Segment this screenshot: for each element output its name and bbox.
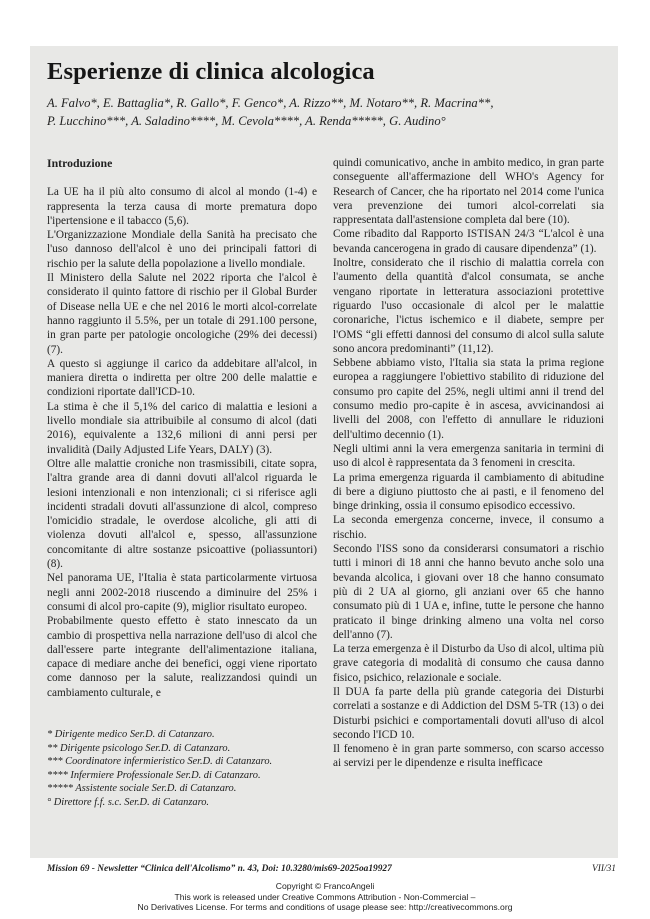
page-number: VII/31: [592, 864, 616, 874]
paragraph: quindi comunicativo, anche in ambito medico, in gran parte conseguente all'affermazione dell WHO's Agency for Research of Cancer, che ha riportato nel 2014 come l'unica vera prevenzione dei tumori alcol-correlati sia rappresentata dall'astensione completa dal bere (10).: [333, 157, 604, 227]
paragraph: Il Ministero della Salute nel 2022 riporta che l'alcol è considerato il quinto fattore di rischio per il Global Burder of Disease nella UE e che nel 2016 le morti alcol-correlate hanno raggiunto il 5.5%, per un totale di 291.100 persone, in gran parte per patologie oncologiche (29% dei decessi) (7).: [47, 272, 317, 356]
paragraph: La stima è che il 5,1% del carico di malattia e lesioni a livello mondiale sia attribuibile al consumo di alcol (dati 2016), equivalente a 132,6 milioni di anni persi per invalidità (Daily Adjusted Life Years, DALY) (3).: [47, 400, 317, 456]
footnote: ** Dirigente psicologo Ser.D. di Catanzaro.: [47, 742, 231, 754]
paragraph: La seconda emergenza concerne, invece, il consumo a rischio.: [333, 514, 604, 541]
journal-citation: Mission 69 - Newsletter “Clinica dell'Alcolismo” n. 43, Doi: 10.3280/mis69-2025oa19927: [47, 864, 392, 874]
footnote: * Dirigente medico Ser.D. di Catanzaro.: [47, 729, 215, 740]
license-line: No Derivatives License. For terms and conditions of usage please see: http://creativecommons.org: [137, 902, 513, 912]
footnote: *** Coordinatore infermieristico Ser.D. di Catanzaro.: [47, 756, 273, 768]
author-line: P. Lucchino***, A. Saladino****, M. Cevola****, A. Renda*****, G. Audino°: [47, 114, 446, 128]
copyright-notice: [0, 881, 650, 913]
footnote: ***** Assistente sociale Ser.D. di Catanzaro.: [47, 783, 237, 795]
author-line: A. Falvo*, E. Battaglia*, R. Gallo*, F. Genco*, A. Rizzo**, M. Notaro**, R. Macrina**,: [47, 96, 494, 110]
right-column: [333, 156, 604, 771]
paragraph: Il DUA fa parte della più grande categoria dei Disturbi correlati a sostanze e di Addiction del DSM 5-TR (13) o dei Disturbi psichici e comportamentali dovuti all'uso di alcol secondo l'ICD 10.: [333, 685, 604, 741]
paragraph: La prima emergenza riguarda il cambiamento di abitudine di bere a digiuno piuttosto che ai pasti, e il fenomeno del binge drinking, ossia il consumo episodico eccessivo.: [333, 471, 604, 513]
paragraph: L'Organizzazione Mondiale della Sanità ha precisato che l'uso dannoso dell'alcol è uno dei principali fattori di rischio per la salute della popolazione a livello mondiale.: [47, 229, 317, 270]
paragraph: Oltre alle malattie croniche non trasmissibili, citate sopra, l'altra grande area di danni dovuti all'alcol riguarda le lesioni intenzionali e non intenzionali; ci si riferisce agli incidenti stradali dovuti all'assunzione di alcol, compreso l'omicidio stradale, le overdose alcoliche, gli atti di violenza dovuti all'alcol e, spesso, all'assunzione concomitante di altre sostanze psicoattive (poliassuntori) (8).: [47, 457, 317, 571]
paragraph: Nel panorama UE, l'Italia è stata particolarmente virtuosa negli anni 2002-2018 riuscendo a diminuire del 25% i consumi di alcol pro-capite (9), miglior risultato europeo.: [47, 572, 317, 613]
article-title: Esperienze di clinica alcologica: [47, 58, 375, 85]
paragraph: Come ribadito dal Rapporto ISTISAN 24/3 “L'alcol è una bevanda cancerogena in grado di causare dipendenza” (1).: [333, 228, 604, 255]
license-line: This work is released under Creative Commons Attribution - Non-Commercial –: [174, 891, 476, 902]
paragraph: Il fenomeno è in gran parte sommerso, con scarso accesso ai servizi per le dipendenze e risulta inefficace: [333, 743, 604, 770]
paragraph: Sebbene abbiamo visto, l'Italia sia stata la prima regione europea a raggiungere l'obiettivo stabilito di riduzione del consumo pro capite del 25%, negli ultimi anni il trend del consumo medio pro-capite è in ascesa, avvicinandosi ai livelli del 2008, con l'effetto di annullare le riduzioni dell'ultimo decennio (1).: [333, 357, 604, 441]
paragraph: La UE ha il più alto consumo di alcol al mondo (1-4) e rappresenta la terza causa di morte prematura dopo l'ipertensione e il tabacco (5,6).: [47, 186, 317, 227]
paragraph: A questo si aggiunge il carico da addebitare all'alcol, in maniera diretta o indiretta per oltre 200 delle malattie e condizioni riportate dall'ICD-10.: [47, 357, 317, 399]
paragraph: Secondo l'ISS sono da considerarsi consumatori a rischio tutti i minori di 18 anni che hanno bevuto anche solo una bevanda alcolica, i giovani over 18 che hanno consumato più di 2 UA al giorno, gli anziani over 65 che hanno consumato più di 1 UA e, infine, tutte le persone che hanno praticato il binge drinking almeno una volta nel corso dell'anno (7).: [333, 543, 604, 641]
paragraph: Negli ultimi anni la vera emergenza sanitaria in termini di uso di alcol è rappresentata da 3 fenomeni in crescita.: [333, 442, 604, 470]
section-heading: Introduzione: [47, 156, 113, 170]
paragraph: Probabilmente questo effetto è stato innescato da un cambio di prospettiva nella narrazione dell'uso di alcol che dall'essere parte integrante dell'alimentazione italiana, capace di mediare anche dei benefici, oggi viene riportato come dannoso per la salute, realizzandosi quindi un cambiamento culturale, e: [47, 615, 317, 699]
author-list: [47, 94, 607, 130]
footnotes: [47, 728, 317, 810]
left-column: [47, 156, 317, 700]
copyright-line: Copyright © FrancoAngeli: [275, 881, 375, 891]
paragraph: La terza emergenza è il Disturbo da Uso di alcol, ultima più grave categoria di modalità di consumo che causa danno fisico, psichico, relazionale e sociale.: [333, 643, 604, 684]
footnote: **** Infermiere Professionale Ser.D. di Catanzaro.: [47, 769, 261, 781]
paragraph: Inoltre, considerato che il rischio di malattia correla con l'aumento della quantità d'alcol consumata, se anche vengano riportate in letteratura associazioni protettive riguardo l'uso occasionale di alcol per le malattie coronariche, l'ictus ischemico e il diabete, sempre per l'OMS “gli effetti dannosi del consumo di alcol sulla salute sono ancora predominanti” (11,12).: [333, 257, 604, 355]
footnote: ° Direttore f.f. s.c. Ser.D. di Catanzaro.: [47, 796, 210, 808]
